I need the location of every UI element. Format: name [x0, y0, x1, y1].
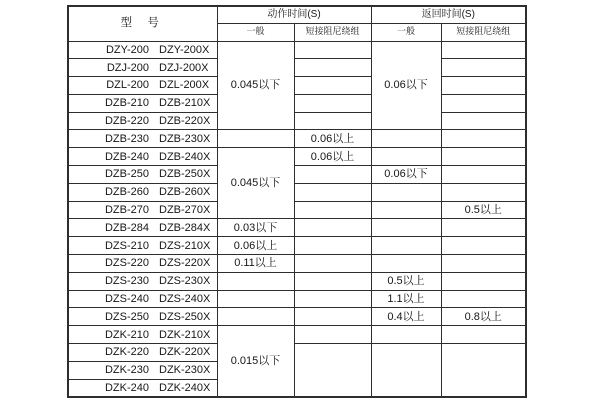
model-name: DZK-230 — [104, 364, 149, 377]
action-damping-cell — [294, 166, 371, 184]
return-damping-cell — [441, 130, 526, 148]
table-row — [68, 130, 526, 148]
return-general-cell: 0.06以下 — [371, 166, 441, 184]
header-return-damping: 短接阻尼绕组 — [441, 23, 526, 41]
table-row — [68, 41, 526, 59]
model-name: DZK-240 — [104, 381, 149, 394]
model-cell — [68, 290, 217, 308]
return-damping-cell: 0.8以上 — [441, 308, 526, 326]
action-damping-cell — [294, 237, 371, 255]
action-damping-cell — [294, 326, 371, 344]
return-general-cell — [371, 326, 441, 344]
model-name: DZJ-200 — [106, 61, 149, 74]
model-cell — [68, 112, 217, 130]
model-cell — [68, 183, 217, 201]
model-name-x: DZK-220X — [159, 346, 211, 359]
model-name-x: DZB-230X — [159, 132, 211, 145]
model-name-x: DZB-210X — [159, 97, 211, 110]
model-name: DZB-250 — [104, 168, 149, 181]
return-general-cell — [371, 130, 441, 148]
action-damping-cell — [294, 272, 371, 290]
action-damping-cell — [294, 94, 371, 112]
model-cell — [68, 326, 217, 344]
return-damping-cell — [441, 183, 526, 201]
model-cell — [68, 148, 217, 166]
model-name: DZS-240 — [104, 293, 149, 305]
return-damping-cell — [441, 166, 526, 184]
model-name-x: DZL-200X — [159, 79, 210, 92]
return-damping-cell — [441, 59, 526, 77]
action-general-cell — [217, 130, 294, 148]
table-row — [68, 308, 526, 326]
model-cell — [68, 237, 217, 255]
table-row — [68, 326, 526, 344]
model-cell — [68, 379, 217, 397]
action-general-cell: 0.11以上 — [217, 255, 294, 273]
action-general-cell: 0.03以下 — [217, 219, 294, 237]
action-damping-cell — [294, 77, 371, 95]
table-row — [68, 166, 526, 184]
return-damping-cell — [441, 219, 526, 237]
model-name-x: DZB-250X — [159, 168, 211, 181]
table-row — [68, 272, 526, 290]
model-cell — [68, 361, 217, 379]
return-general-cell — [371, 219, 441, 237]
model-name: DZY-200 — [105, 43, 149, 56]
table-row — [68, 77, 526, 95]
table-row — [68, 237, 526, 255]
action-general-cell — [217, 290, 294, 308]
model-cell — [68, 201, 217, 219]
action-general-cell: 0.06以上 — [217, 237, 294, 255]
model-cell — [68, 308, 217, 326]
action-damping-cell — [294, 219, 371, 237]
header-action-general: 一般 — [217, 23, 294, 41]
table-row — [68, 94, 526, 112]
return-general-cell — [371, 237, 441, 255]
return-damping-cell — [441, 255, 526, 273]
table-row — [68, 344, 526, 362]
model-cell — [68, 77, 217, 95]
model-name-x: DZS-210X — [159, 239, 211, 252]
model-name: DZB-240 — [104, 150, 149, 163]
model-name-x: DZB-240X — [159, 150, 211, 163]
model-cell — [68, 219, 217, 237]
table-row — [68, 112, 526, 130]
action-damping-cell: 0.06以上 — [294, 130, 371, 148]
relay-spec-table — [67, 5, 527, 398]
header-action-time: 动作时间(S) — [217, 6, 371, 23]
return-damping-cell — [441, 344, 526, 397]
action-general-cell: 0.045以下 — [217, 148, 294, 219]
model-cell — [68, 41, 217, 59]
action-damping-cell — [294, 344, 371, 397]
model-name: DZB-210 — [104, 97, 149, 110]
return-damping-cell — [441, 41, 526, 59]
table-row — [68, 183, 526, 201]
return-general-cell: 1.1以上 — [371, 290, 441, 308]
model-name-x: DZB-284X — [159, 221, 211, 234]
return-damping-cell — [441, 77, 526, 95]
return-general-cell: 0.4以上 — [371, 308, 441, 326]
model-name-x: DZS-240X — [159, 293, 211, 305]
action-general-cell: 0.045以下 — [217, 41, 294, 130]
model-name: DZK-220 — [104, 346, 149, 359]
action-damping-cell — [294, 308, 371, 326]
model-name-x: DZK-240X — [159, 381, 211, 394]
return-damping-cell — [441, 148, 526, 166]
model-name: DZS-220 — [104, 257, 149, 270]
model-name-x: DZY-200X — [159, 43, 210, 56]
model-cell — [68, 272, 217, 290]
return-damping-cell: 0.5以上 — [441, 201, 526, 219]
model-cell — [68, 166, 217, 184]
return-general-cell — [371, 201, 441, 219]
header-return-general: 一般 — [371, 23, 441, 41]
header-row-groups — [68, 6, 526, 23]
model-name-x: DZK-230X — [159, 364, 211, 377]
model-cell — [68, 130, 217, 148]
model-name: DZB-220 — [104, 115, 149, 128]
action-damping-cell — [294, 201, 371, 219]
model-cell — [68, 94, 217, 112]
model-name-x: DZB-220X — [159, 115, 211, 128]
model-name: DZK-210 — [104, 328, 149, 341]
model-name: DZB-230 — [104, 132, 149, 145]
return-general-cell — [371, 183, 441, 201]
model-name: DZB-270 — [104, 204, 149, 217]
model-cell — [68, 59, 217, 77]
return-damping-cell — [441, 112, 526, 130]
action-damping-cell — [294, 255, 371, 273]
return-general-cell: 0.06以下 — [371, 41, 441, 130]
model-name: DZB-260 — [104, 186, 149, 199]
return-damping-cell — [441, 290, 526, 308]
model-name-x: DZB-270X — [159, 204, 211, 217]
action-general-cell: 0.015以下 — [217, 326, 294, 397]
return-general-cell — [371, 148, 441, 166]
table-row — [68, 290, 526, 308]
action-damping-cell — [294, 112, 371, 130]
return-damping-cell — [441, 237, 526, 255]
return-general-cell: 0.5以上 — [371, 272, 441, 290]
table-row — [68, 201, 526, 219]
action-damping-cell: 0.06以上 — [294, 148, 371, 166]
model-name-x: DZK-210X — [159, 328, 211, 341]
table-row — [68, 219, 526, 237]
model-name-x: DZS-250X — [159, 310, 211, 323]
model-name-x: DZJ-200X — [159, 61, 209, 74]
return-general-cell — [371, 344, 441, 397]
model-name: DZB-284 — [104, 221, 149, 234]
model-name: DZS-250 — [104, 310, 149, 323]
model-name-x: DZB-260X — [159, 186, 211, 199]
model-cell — [68, 255, 217, 273]
header-model: 型 号 — [68, 6, 217, 41]
table-row — [68, 148, 526, 166]
return-damping-cell — [441, 94, 526, 112]
action-general-cell — [217, 308, 294, 326]
header-return-time: 返回时间(S) — [371, 6, 526, 23]
action-general-cell — [217, 272, 294, 290]
return-general-cell — [371, 255, 441, 273]
table-row — [68, 59, 526, 77]
model-name-x: DZS-230X — [159, 275, 211, 288]
action-damping-cell — [294, 59, 371, 77]
return-damping-cell — [441, 272, 526, 290]
model-name: DZS-230 — [104, 275, 149, 288]
model-name-x: DZS-220X — [159, 257, 211, 270]
action-damping-cell — [294, 183, 371, 201]
model-cell — [68, 344, 217, 362]
header-action-damping: 短接阻尼绕组 — [294, 23, 371, 41]
model-name: DZL-200 — [106, 79, 149, 92]
model-name: DZS-210 — [104, 239, 149, 252]
return-damping-cell — [441, 326, 526, 344]
table-row — [68, 255, 526, 273]
action-damping-cell — [294, 41, 371, 59]
action-damping-cell — [294, 290, 371, 308]
